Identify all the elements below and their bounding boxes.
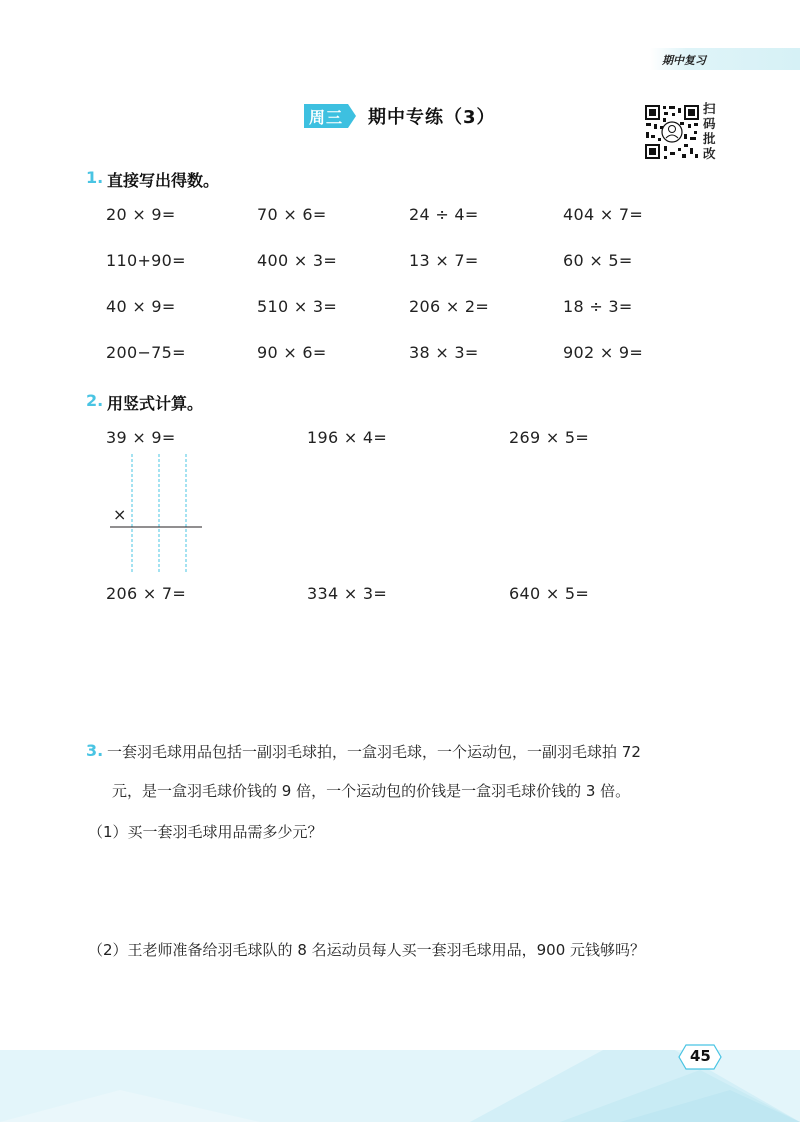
- lesson-title: 期中专练（3）: [368, 107, 496, 128]
- q1-expression: 38 × 3=: [409, 343, 479, 362]
- scan-char: 扫: [703, 101, 716, 116]
- q3-text-line1: 一套羽毛球用品包括一副羽毛球拍，一盒羽毛球，一个运动包，一副羽毛球拍 72: [107, 743, 641, 761]
- q1-title: 直接写出得数。: [107, 171, 220, 190]
- q1-expression: 902 × 9=: [563, 343, 644, 362]
- q2-number: 2.: [86, 391, 104, 410]
- q2-expression: 206 × 7=: [106, 584, 187, 603]
- q2-expression: 269 × 5=: [509, 428, 590, 447]
- page-number: 45: [690, 1047, 711, 1065]
- q2-expression: 334 × 3=: [307, 584, 388, 603]
- q3-sub-question-1: （1）买一套羽毛球用品需多少元？: [88, 823, 323, 841]
- q2-title: 用竖式计算。: [107, 394, 204, 413]
- q3-text-line2: 元，是一盒羽毛球价钱的 9 倍，一个运动包的价钱是一盒羽毛球价钱的 3 倍。: [112, 782, 631, 800]
- times-sign: ×: [113, 505, 127, 524]
- scan-char: 批: [703, 131, 716, 146]
- q1-expression: 404 × 7=: [563, 205, 644, 224]
- q1-expression: 40 × 9=: [106, 297, 176, 316]
- q2-expression: 196 × 4=: [307, 428, 388, 447]
- q1-expression: 13 × 7=: [409, 251, 479, 270]
- q2-expression: 39 × 9=: [106, 428, 176, 447]
- q3-number: 3.: [86, 741, 104, 760]
- q1-expression: 20 × 9=: [106, 205, 176, 224]
- q1-expression: 18 ÷ 3=: [563, 297, 633, 316]
- q2-expression: 640 × 5=: [509, 584, 590, 603]
- q1-expression: 206 × 2=: [409, 297, 490, 316]
- q1-expression: 200−75=: [106, 343, 186, 362]
- q1-expression: 70 × 6=: [257, 205, 327, 224]
- lesson-badge-text: 周三: [309, 108, 344, 127]
- q1-expression: 60 × 5=: [563, 251, 633, 270]
- q3-sub-question-2: （2）王老师准备给羽毛球队的 8 名运动员每人买一套羽毛球用品，900 元钱够吗？: [88, 941, 646, 959]
- scan-char: 码: [703, 116, 716, 131]
- q1-expression: 400 × 3=: [257, 251, 338, 270]
- qr-code-icon[interactable]: [644, 104, 700, 160]
- scan-to-grade-label: [703, 101, 719, 161]
- chapter-label: 期中复习: [662, 54, 706, 67]
- q1-expression: 110+90=: [106, 251, 186, 270]
- q1-expression: 90 × 6=: [257, 343, 327, 362]
- scan-char: 改: [703, 146, 716, 161]
- q1-expression: 510 × 3=: [257, 297, 338, 316]
- q1-expression: 24 ÷ 4=: [409, 205, 479, 224]
- q1-number: 1.: [86, 168, 104, 187]
